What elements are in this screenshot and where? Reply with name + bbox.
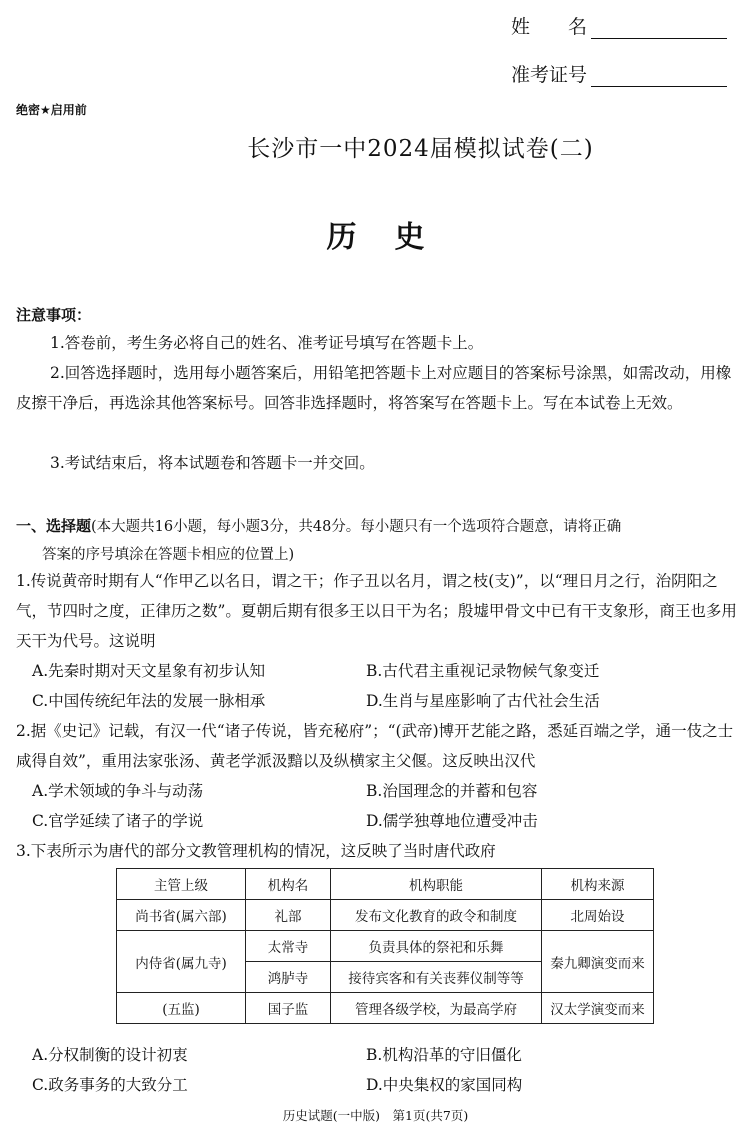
table-row [117, 931, 654, 962]
table-header-cell: 机构职能 [331, 869, 542, 900]
q2-option-b[interactable]: B.治国理念的并蓄和包容 [366, 782, 538, 800]
question-3-stem: 3.下表所示为唐代的部分文教管理机构的情况，这反映了当时唐代政府 [16, 842, 496, 860]
q2-option-d[interactable]: D.儒学独尊地位遭受冲击 [366, 812, 538, 830]
table-cell: 汉太学演变而来 [542, 993, 654, 1024]
table-cell: 礼部 [246, 900, 331, 931]
section-header [16, 512, 740, 569]
exam-id-field[interactable] [511, 60, 727, 87]
table-header-cell: 主管上级 [117, 869, 246, 900]
table-cell: (五监) [117, 993, 246, 1024]
q1-option-b[interactable]: B.古代君主重视记录物候气象变迁 [366, 662, 600, 680]
table-row [117, 900, 654, 931]
note-item-1: 1.答卷前，考生务必将自己的姓名、准考证号填写在答题卡上。 [50, 334, 484, 352]
q3-option-a[interactable]: A.分权制衡的设计初衷 [32, 1046, 188, 1064]
table-cell: 接待宾客和有关丧葬仪制等等 [331, 962, 542, 993]
question-3-options [32, 1040, 732, 1100]
table-cell: 管理各级学校，为最高学府 [331, 993, 542, 1024]
table-cell: 尚书省(属六部) [117, 900, 246, 931]
section-desc-2: 答案的序号填涂在答题卡相应的位置上) [42, 547, 295, 563]
q1-option-d[interactable]: D.生肖与星座影响了古代社会生活 [366, 692, 600, 710]
q3-option-d[interactable]: D.中央集权的家国同构 [366, 1076, 523, 1094]
question-1-options [32, 656, 732, 716]
table-cell: 负责具体的祭祀和乐舞 [331, 931, 542, 962]
page-footer: 历史试题(一中版) 第1页(共7页) [282, 1108, 469, 1123]
table-cell: 秦九卿演变而来 [542, 931, 654, 993]
q1-option-c[interactable]: C.中国传统纪年法的发展一脉相承 [32, 692, 266, 710]
q1-option-a[interactable]: A.先秦时期对天文星象有初步认知 [32, 662, 266, 680]
table-cell: 发布文化教育的政令和制度 [331, 900, 542, 931]
notes-heading: 注意事项： [16, 306, 92, 324]
section-desc-1: (本大题共16小题，每小题3分，共48分。每小题只有一个选项符合题意，请将正确 [91, 519, 622, 535]
table-cell: 内侍省(属九寺) [117, 931, 246, 993]
name-blank-line[interactable] [591, 16, 727, 39]
exam-id-blank-line[interactable] [591, 64, 727, 87]
table-header-cell: 机构名 [246, 869, 331, 900]
subject-title: 历史 [326, 220, 463, 255]
table-cell: 国子监 [246, 993, 331, 1024]
question-2-options [32, 776, 732, 836]
name-label: 姓 名 [511, 16, 588, 38]
table-cell: 鸿胪寺 [246, 962, 331, 993]
q2-option-c[interactable]: C.官学延续了诸子的学说 [32, 812, 204, 830]
note-item-2: 2.回答选择题时，选用每小题答案后，用铅笔把答题卡上对应题目的答案标号涂黑，如需改动，用橡皮擦干净后，再选涂其他答案标号。回答非选择题时，将答案写在答题卡上。写在本试卷上无效。 [16, 364, 732, 412]
table-header-cell: 机构来源 [542, 869, 654, 900]
table-cell: 北周始设 [542, 900, 654, 931]
table-cell: 太常寺 [246, 931, 331, 962]
exam-id-label: 准考证号 [511, 64, 588, 86]
table-row [117, 993, 654, 1024]
question-1-stem: 1.传说黄帝时期有人“作甲乙以名日，谓之干；作子丑以名月，谓之枝(支)”，以“理日月之行，治阴阳之气，节四时之度，正律历之数”。夏朝后期有很多王以日干为名；殷墟甲骨文中已有干支象形，商王也多用天干为代号。这说明 [16, 572, 737, 650]
q3-option-b[interactable]: B.机构沿革的守旧僵化 [366, 1046, 522, 1064]
q3-option-c[interactable]: C.政务事务的大致分工 [32, 1076, 188, 1094]
table-header-row [117, 869, 654, 900]
note-item-3: 3.考试结束后，将本试题卷和答题卡一并交回。 [50, 454, 375, 472]
name-field[interactable] [511, 12, 727, 39]
section-title: 一、选择题 [16, 517, 92, 535]
confidential-mark: 绝密★启用前 [16, 103, 87, 117]
question-2-stem: 2.据《史记》记载，有汉一代“诸子传说，皆充秘府”；“(武帝)博开艺能之路，悉延百端之学，通一伎之士咸得自效”，重用法家张汤、黄老学派汲黯以及纵横家主父偃。这反映出汉代 [16, 722, 734, 770]
exam-title: 长沙市一中2024届模拟试卷(二) [247, 136, 594, 162]
q2-option-a[interactable]: A.学术领域的争斗与动荡 [32, 782, 204, 800]
tang-institutions-table [116, 868, 654, 1024]
